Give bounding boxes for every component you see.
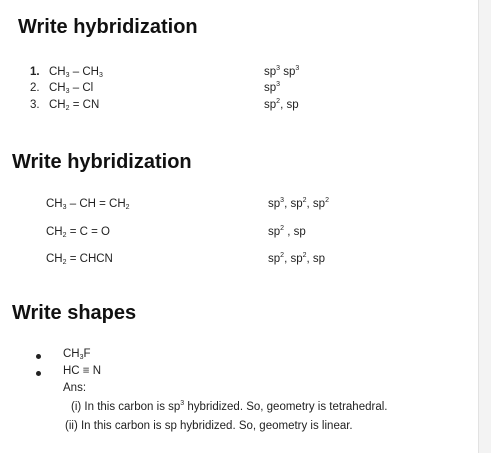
item-1-number: 1. (30, 66, 40, 78)
answer-1: (i) In this carbon is $sp^3$ hybridized. So, geometry is tetrahedral. (71, 400, 388, 413)
item-2-formula: $CH_3$ – Cl (49, 82, 94, 95)
row-1-formula: $CH_3$ – CH = $CH_2$ (46, 198, 130, 211)
item-3-answer: $sp^2$, sp (264, 98, 299, 111)
row-2-formula: $CH_2 = C = O$ (46, 226, 110, 239)
item-3-formula: $CH_2$ = CN (49, 99, 100, 112)
item-3-number: 3. (30, 99, 40, 111)
item-1-formula: $CH_3 - CH_3$ (49, 66, 103, 79)
section-1-heading: Write hybridization (18, 16, 198, 38)
row-1-answer: $sp^3$, $sp^2$, $sp^2$ (268, 197, 329, 210)
answer-2: (ii) In this carbon is sp hybridized. So, geometry is linear. (65, 420, 353, 432)
section-2-heading: Write hybridization (12, 151, 192, 173)
bullet-dot (36, 371, 41, 376)
bullet-dot (36, 354, 41, 359)
bullet-1-formula: $CH_3F$ (63, 348, 91, 361)
item-1-answer: $sp^3$ $sp^3$ (264, 65, 300, 78)
answer-label: Ans: (63, 382, 87, 394)
row-3-answer: $sp^2$, $sp^2$, sp (268, 252, 326, 265)
row-2-answer: $sp^2$ , sp (268, 225, 306, 238)
section-3-heading: Write shapes (12, 302, 137, 324)
bullet-2-formula: HC ≡ N (63, 365, 102, 377)
item-2-number: 2. (30, 82, 40, 94)
page-edge (478, 0, 491, 453)
row-3-formula: $CH_2$ = CHCN (46, 253, 113, 266)
item-2-answer: $sp^3$ (264, 81, 281, 94)
